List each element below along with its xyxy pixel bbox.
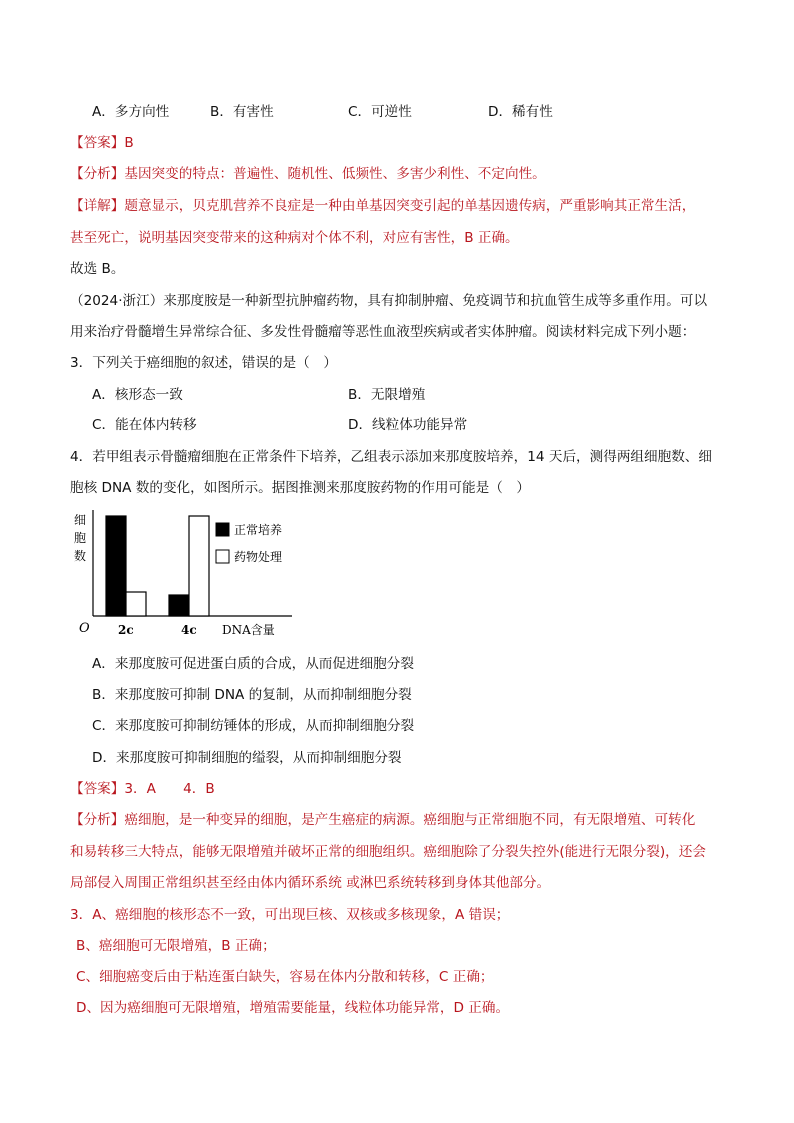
q4-option-a: A．来那度胺可促进蛋白质的合成，从而促进细胞分裂: [92, 656, 414, 672]
q34-answer: [70, 779, 215, 799]
q3-detail-line2: B、癌细胞可无限增殖，B 正确；: [76, 938, 276, 954]
answer-text: 3．A 4．B: [124, 781, 215, 797]
q4-option-c: C．来那度胺可抑制纺锤体的形成，从而抑制细胞分裂: [92, 718, 415, 734]
bar-4c-normal: [169, 595, 189, 616]
q3-option-d: D．线粒体功能异常: [348, 417, 468, 433]
legend-label-normal: 正常培养: [234, 523, 283, 537]
origin-label: O: [79, 621, 90, 636]
analysis-tag: 【分析】: [70, 812, 125, 828]
x-tick-2c: 2c: [118, 623, 134, 637]
q34-analysis-line2: 和易转移三大特点，能够无限增殖并破坏正常的细胞组织。癌细胞除了分裂失控外(能进行无限分裂)，还会: [70, 844, 706, 860]
q3-detail-line3: C、细胞癌变后由于粘连蛋白缺失，容易在体内分散和转移，C 正确；: [76, 969, 494, 985]
y-label-char-2: 胞: [74, 531, 87, 545]
q4-stem-line2: 胞核 DNA 数的变化，如图所示。据图推测来那度胺药物的作用可能是（ ）: [70, 480, 530, 496]
intro-line1: （2024·浙江）来那度胺是一种新型抗肿瘤药物，具有抑制肿瘤、免疫调节和抗血管生成等多重作用。可以: [70, 293, 708, 309]
q34-analysis-line1: [70, 810, 695, 830]
answer-text: B: [124, 135, 134, 151]
q2-detail-line1: [70, 196, 695, 216]
q34-analysis-line3: 局部侵入周围正常组织甚至经由体内循环系统 或淋巴系统转移到身体其他部分。: [70, 875, 551, 891]
legend-label-drug: 药物处理: [234, 550, 283, 564]
q2-option-a: A．多方向性: [92, 104, 170, 120]
detail-tag: 【详解】: [70, 198, 125, 214]
q2-analysis: [70, 164, 546, 184]
q2-option-c: C．可逆性: [348, 104, 412, 120]
q3-options-row1: [92, 385, 426, 405]
x-tick-4c: 4c: [181, 623, 197, 637]
q3-stem: 3．下列关于癌细胞的叙述，错误的是（ ）: [70, 355, 337, 371]
q3-detail-line4: D、因为癌细胞可无限增殖，增殖需要能量，线粒体功能异常，D 正确。: [76, 1000, 510, 1016]
x-axis-label: DNA含量: [222, 623, 275, 637]
q4-option-b: B．来那度胺可抑制 DNA 的复制，从而抑制细胞分裂: [92, 687, 412, 703]
q2-conclusion: 故选 B。: [70, 261, 125, 277]
q2-option-b: B．有害性: [210, 104, 274, 120]
legend-swatch-drug: [216, 550, 229, 563]
q2-answer: [70, 133, 134, 153]
q3-option-b: B．无限增殖: [348, 387, 426, 403]
q3-option-a: A．核形态一致: [92, 387, 183, 403]
analysis-tag: 【分析】: [70, 166, 125, 182]
intro-line2: 用来治疗骨髓增生异常综合征、多发性骨髓瘤等恶性血液型疾病或者实体肿瘤。阅读材料完成下列小题：: [70, 324, 696, 340]
analysis-text: 基因突变的特点：普遍性、随机性、低频性、多害少利性、不定向性。: [124, 166, 546, 182]
q2-detail-line2: 甚至死亡，说明基因突变带来的这种病对个体不利，对应有害性，B 正确。: [70, 230, 519, 246]
legend-swatch-normal: [216, 523, 229, 536]
answer-tag: 【答案】: [70, 135, 125, 151]
q3-detail-line1: 3．A、癌细胞的核形态不一致，可出现巨核、双核或多核现象，A 错误；: [70, 907, 510, 923]
q4-option-d: D．来那度胺可抑制细胞的缢裂，从而抑制细胞分裂: [92, 750, 402, 766]
q3-option-c: C．能在体内转移: [92, 417, 197, 433]
y-label-char-1: 细: [74, 513, 87, 527]
q4-bar-chart: [74, 508, 304, 638]
y-label-char-3: 数: [74, 549, 87, 563]
detail-text: 题意显示，贝克肌营养不良症是一种由单基因突变引起的单基因遗传病，严重影响其正常生活，: [124, 198, 696, 214]
q2-option-d: D．稀有性: [488, 104, 553, 120]
answer-tag: 【答案】: [70, 781, 125, 797]
analysis-text: 癌细胞，是一种变异的细胞，是产生癌症的病源。癌细胞与正常细胞不同，有无限增殖、可转化: [124, 812, 696, 828]
q4-stem-line1: 4．若甲组表示骨髓瘤细胞在正常条件下培养，乙组表示添加来那度胺培养，14 天后，测得两组细胞数、细: [70, 449, 712, 465]
bar-4c-drug: [189, 516, 209, 616]
bar-2c-drug: [126, 592, 146, 616]
bar-2c-normal: [106, 516, 126, 616]
q3-options-row2: [92, 415, 468, 435]
